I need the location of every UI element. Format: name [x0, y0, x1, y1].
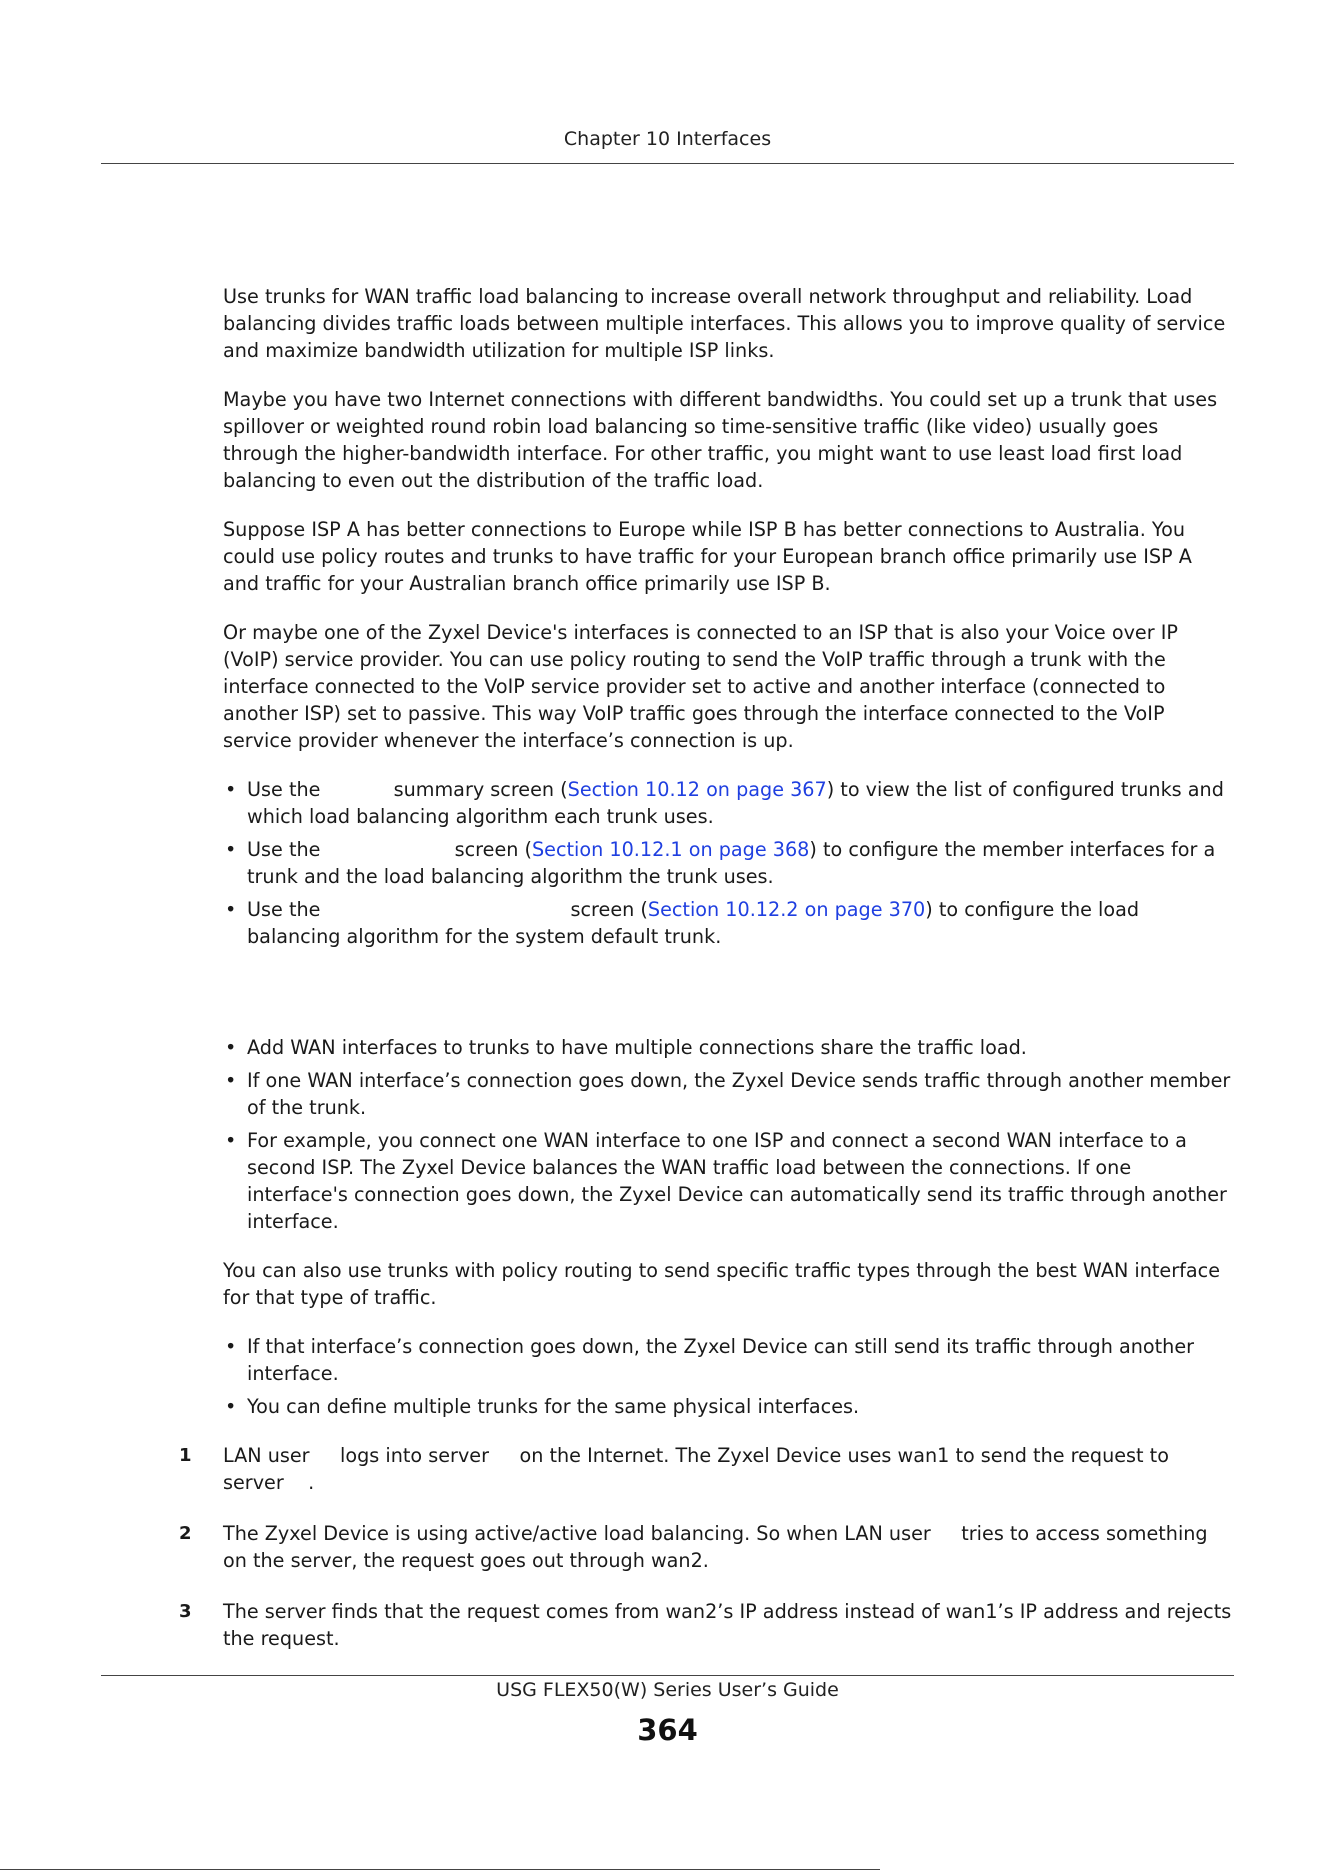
numbered-step [179, 1442, 1233, 1496]
section-link[interactable]: Section 10.12 on page 367 [567, 778, 827, 801]
policy-list-item: • If that interface’s connection goes down, the Zyxel Device can still send its traffic through another interface. [223, 1333, 1233, 1387]
step-number: 2 [179, 1523, 192, 1544]
policy-list-item: • You can define multiple trunks for the same physical interfaces. [223, 1393, 1233, 1420]
intro-paragraph: Or maybe one of the Zyxel Device's interfaces is connected to an ISP that is also your Voice over IP (VoIP) service provider. You can use policy routing to send the VoIP traffic through a trunk with the interface connected to the VoIP service provider set to active and another interface (connected to another ISP) set to passive. This way VoIP traffic goes through the interface connected to the VoIP service provider whenever the interface’s connection is up. [223, 621, 1178, 752]
trunk-usage-list [223, 1034, 1233, 1235]
numbered-step [179, 1598, 1238, 1652]
section-spacer [223, 972, 1233, 1034]
step-number: 1 [179, 1445, 192, 1466]
step-text: The server finds that the request comes from wan2’s IP address instead of wan1’s IP address and rejects the request. [223, 1600, 1238, 1650]
trunk-usage-item: • Add WAN interfaces to trunks to have multiple connections share the traffic load. [223, 1034, 1233, 1061]
page-number: 364 [637, 1713, 698, 1747]
screen-list-item: • Use the screen (Section 10.12.2 on page 370) to configure the load balancing algorithm for the system default trunk. [223, 896, 1233, 950]
intro-paragraph: Suppose ISP A has better connections to Europe while ISP B has better connections to Australia. You could use policy routes and trunks to have traffic for your European branch office primarily use ISP A and traffic for your Australian branch office primarily use ISP B. [223, 518, 1192, 595]
screen-list-item: • Use the screen (Section 10.12.1 on page 368) to configure the member interfaces for a trunk and the load balancing algorithm the trunk uses. [223, 836, 1233, 890]
intro-paragraph: Use trunks for WAN traffic load balancing to increase overall network throughput and reliability. Load balancing divides traffic loads between multiple interfaces. This allows you to improve quality of service and maximize bandwidth utilization for multiple ISP links. [223, 285, 1226, 362]
step-text: The Zyxel Device is using active/active load balancing. So when LAN user tries to access something on the server, the request goes out through wan2. [223, 1522, 1214, 1572]
screen-list [223, 776, 1233, 950]
policy-list [223, 1333, 1233, 1420]
bottom-edge-line [0, 1869, 880, 1870]
page-body [179, 283, 1238, 1676]
chapter-header: Chapter 10 Interfaces [563, 128, 772, 150]
guide-title: USG FLEX50(W) Series User’s Guide [496, 1679, 839, 1701]
section-link[interactable]: Section 10.12.1 on page 368 [532, 838, 810, 861]
section-link[interactable]: Section 10.12.2 on page 370 [647, 898, 926, 921]
numbered-step [179, 1520, 1233, 1574]
policy-paragraph: You can also use trunks with policy routing to send specific traffic types through the best WAN interface for that type of traffic. [223, 1259, 1220, 1309]
footer-rule [101, 1675, 1234, 1676]
trunk-usage-item: • For example, you connect one WAN interface to one ISP and connect a second WAN interface to a second ISP. The Zyxel Device balances the WAN traffic load between the connections. If one interface's connection goes down, the Zyxel Device can automatically send its traffic through another interface. [223, 1127, 1233, 1235]
trunk-usage-item: • If one WAN interface’s connection goes down, the Zyxel Device sends traffic through another member of the trunk. [223, 1067, 1233, 1121]
header-rule [101, 163, 1234, 164]
intro-paragraph: Maybe you have two Internet connections with different bandwidths. You could set up a trunk that uses spillover or weighted round robin load balancing so time-sensitive traffic (like video) usually goes through the higher-bandwidth interface. For other traffic, you might want to use least load first load balancing to even out the distribution of the traffic load. [223, 388, 1218, 492]
step-number: 3 [179, 1601, 192, 1622]
screen-list-item: • Use the summary screen (Section 10.12 on page 367) to view the list of configured trunks and which load balancing algorithm each trunk uses. [223, 776, 1233, 830]
step-text: LAN user logs into server on the Internet. The Zyxel Device uses wan1 to send the request to server . [223, 1444, 1176, 1494]
